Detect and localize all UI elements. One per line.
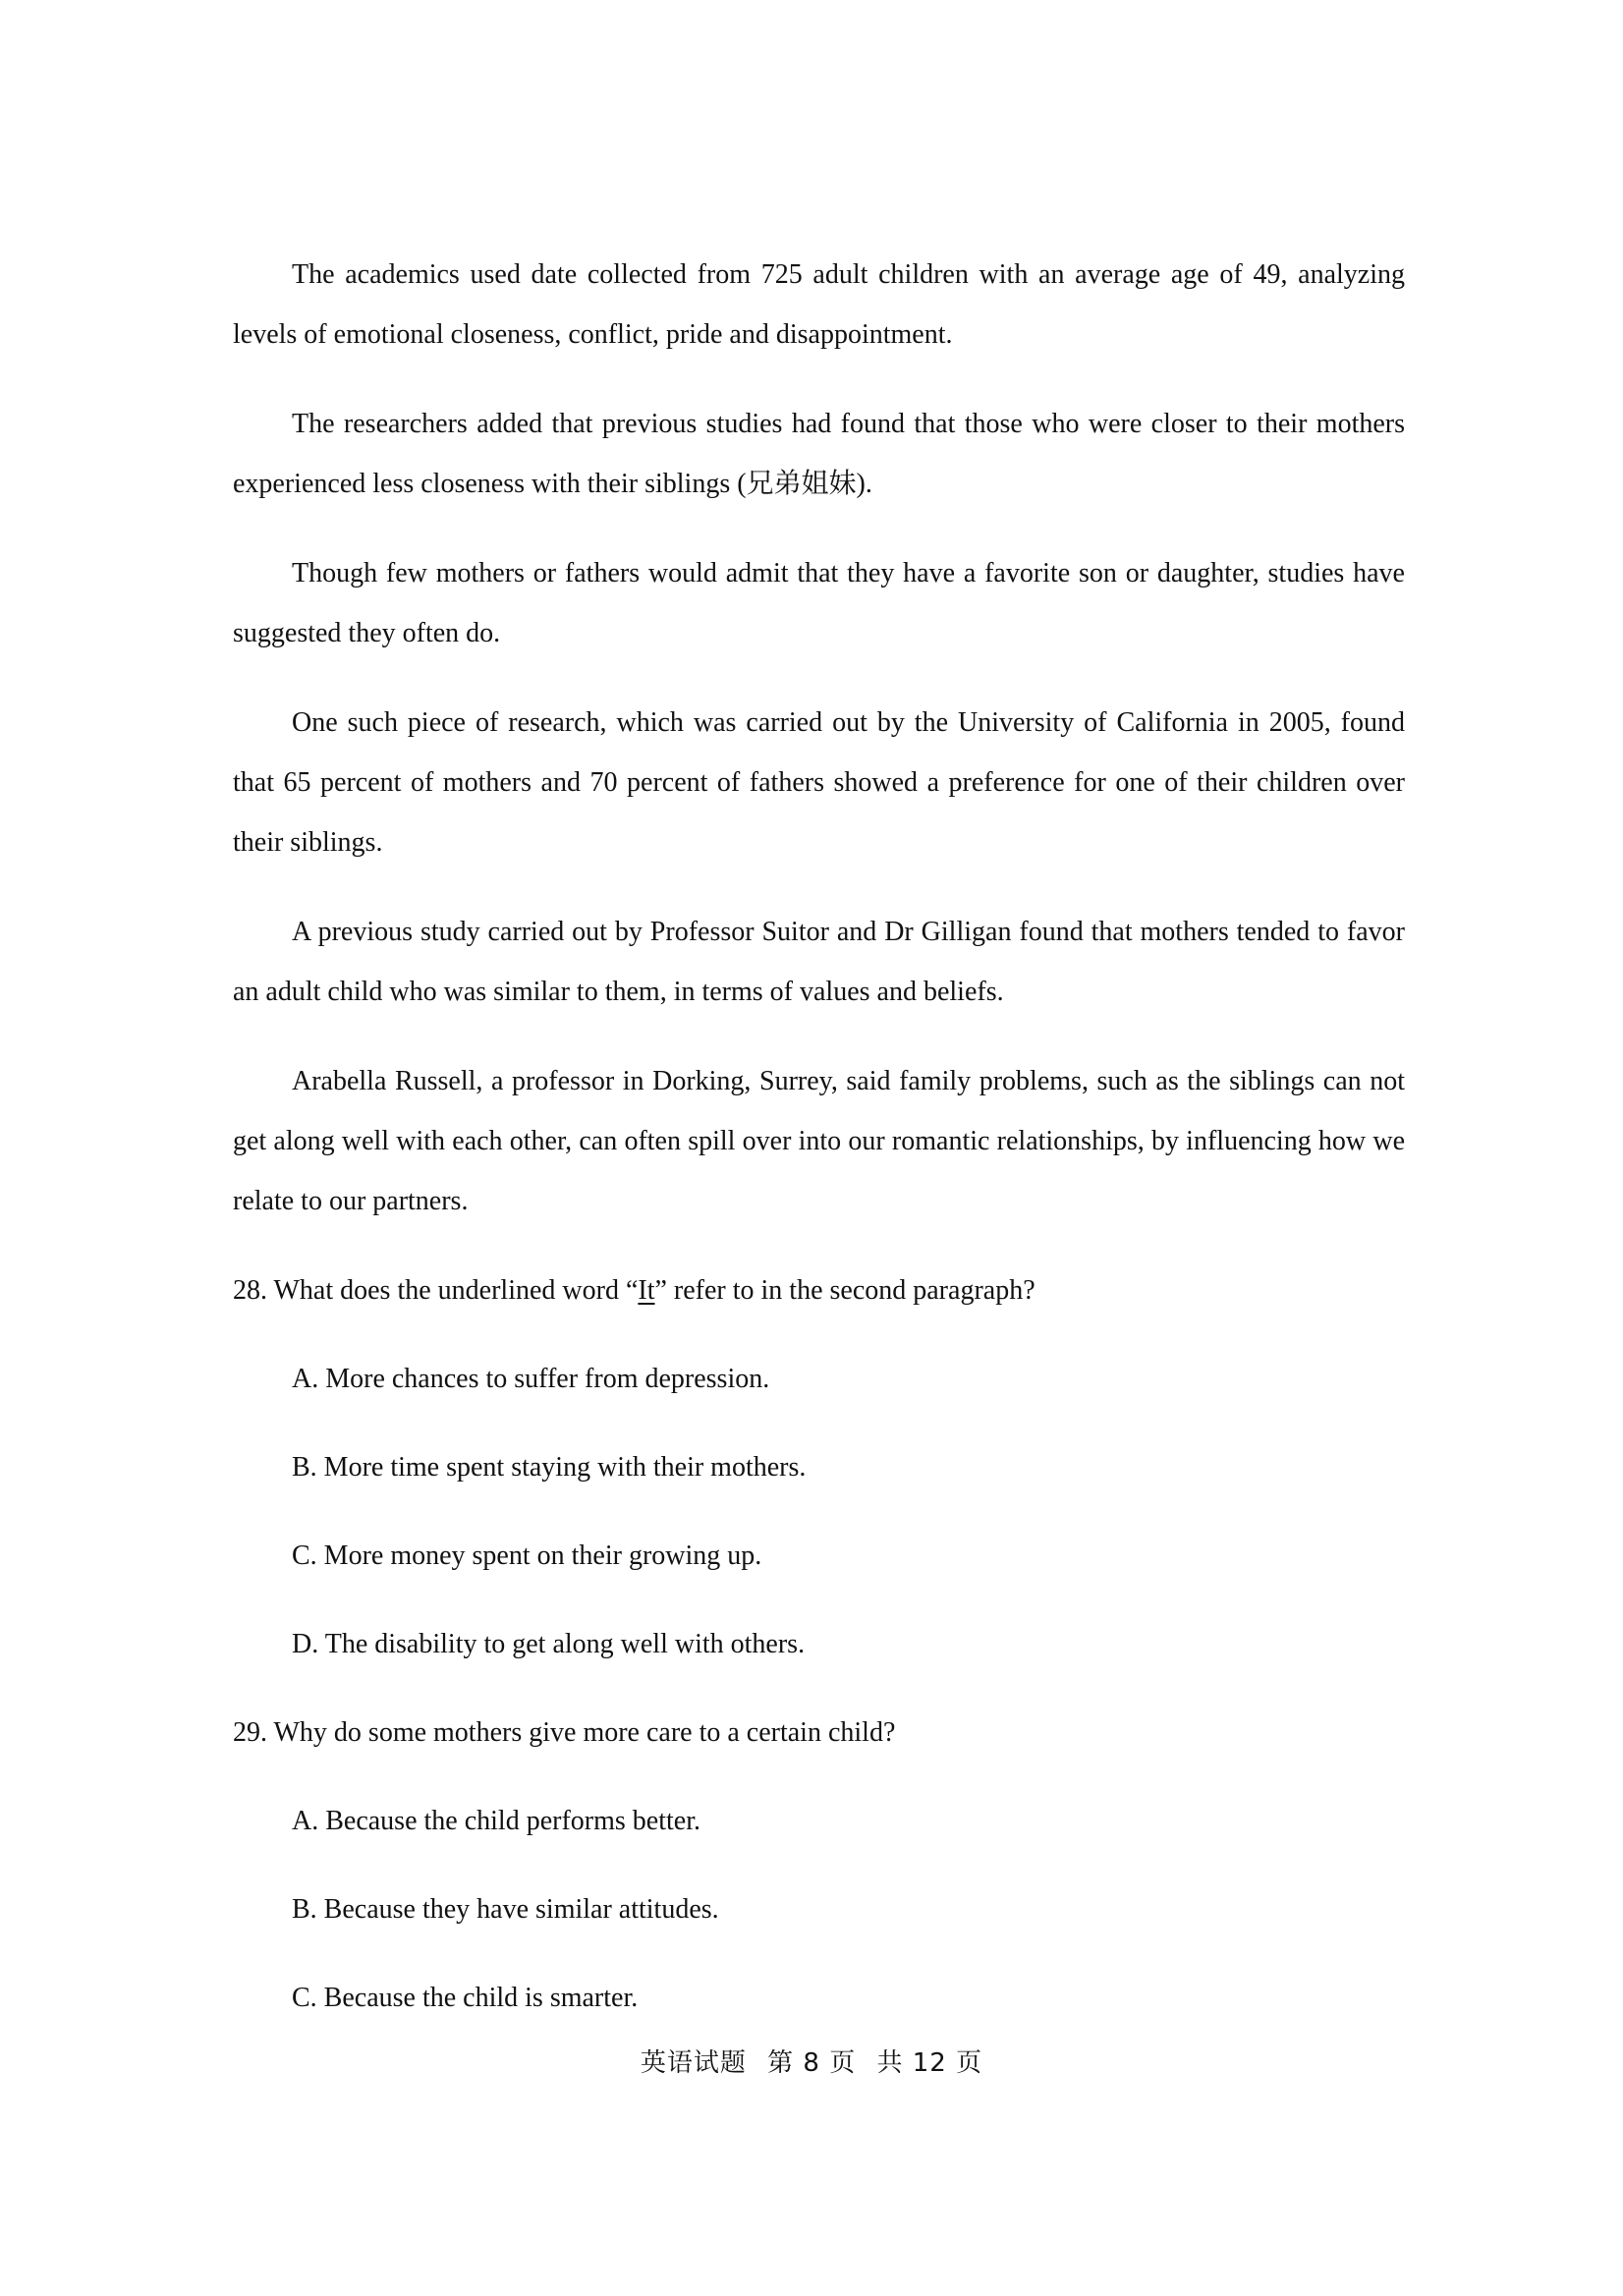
question-28-option-b: B. More time spent staying with their mothers. <box>292 1452 807 1483</box>
reading-passage <box>233 245 1405 2056</box>
question-28-stem <box>233 1260 1405 1320</box>
footer-subject: 英语试题 <box>640 2048 747 2078</box>
underlined-word: It <box>638 1275 655 1306</box>
question-28-suffix: ” refer to in the second paragraph? <box>654 1275 1035 1306</box>
passage-paragraph-1: The academics used date collected from 725 adult children with an average age of 49, analyzing levels of emotional closeness, conflict, pride and disappointment. <box>233 259 1405 350</box>
footer-page-number: 第 8 页 <box>767 2048 857 2078</box>
passage-paragraph-5: A previous study carried out by Professor Suitor and Dr Gilligan found that mothers tended to favor an adult child who was similar to them, in terms of values and beliefs. <box>233 917 1405 1007</box>
question-29-option-a: A. Because the child performs better. <box>292 1806 700 1836</box>
page-footer <box>0 2044 1623 2083</box>
passage-paragraph-3: Though few mothers or fathers would admit that they have a favorite son or daughter, studies have suggested they often do. <box>233 558 1405 648</box>
footer-page-total: 共 12 页 <box>876 2048 983 2078</box>
question-29-stem: 29. Why do some mothers give more care to a certain child? <box>233 1717 896 1748</box>
question-28-option-a: A. More chances to suffer from depression. <box>292 1364 770 1394</box>
passage-paragraph-4: One such piece of research, which was carried out by the University of California in 2005, found that 65 percent of mothers and 70 percent of fathers showed a preference for one of their children over their siblings. <box>233 707 1405 858</box>
passage-paragraph-2: The researchers added that previous studies had found that those who were closer to their mothers experienced less closeness with their siblings (兄弟姐妹). <box>233 409 1405 499</box>
passage-paragraph-6: Arabella Russell, a professor in Dorking, Surrey, said family problems, such as the siblings can not get along well with each other, can often spill over into our romantic relationships, by influencing how we relate to our partners. <box>233 1066 1405 1216</box>
question-28-option-d: D. The disability to get along well with others. <box>292 1629 806 1659</box>
question-29-option-b: B. Because they have similar attitudes. <box>292 1894 719 1925</box>
question-28-prefix: 28. What does the underlined word “ <box>233 1275 639 1306</box>
question-28-option-c: C. More money spent on their growing up. <box>292 1540 762 1571</box>
question-29-option-c: C. Because the child is smarter. <box>292 1983 639 2013</box>
